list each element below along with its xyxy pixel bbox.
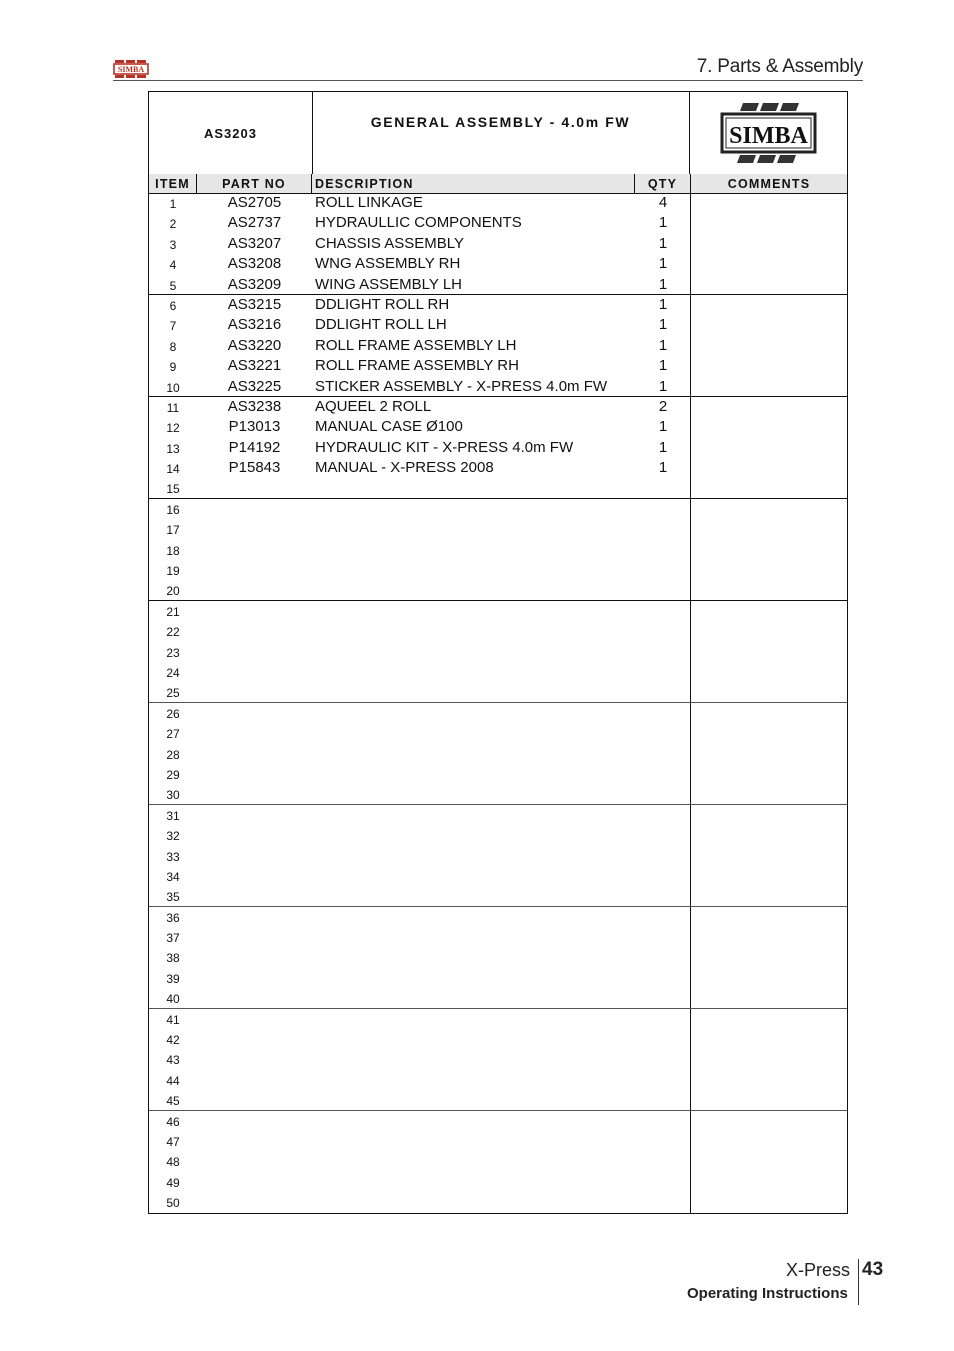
table-row [149, 601, 847, 621]
part-quantity [635, 1131, 691, 1151]
part-quantity [635, 1049, 691, 1069]
part-description [315, 988, 635, 1008]
table-row [149, 1029, 847, 1049]
part-quantity [635, 988, 691, 1008]
item-number: 18 [166, 543, 180, 558]
part-quantity: 1 [658, 418, 668, 436]
table-row [149, 336, 847, 356]
part-number [197, 1090, 312, 1110]
part-number: AS3238 [227, 397, 282, 415]
part-description [315, 886, 635, 906]
part-quantity: 2 [658, 397, 668, 415]
part-number [197, 580, 312, 600]
part-number: AS2737 [227, 214, 282, 232]
column-header-comments: COMMENTS [727, 177, 811, 191]
part-number [197, 1009, 312, 1029]
part-number [197, 540, 312, 560]
table-row [149, 907, 847, 927]
part-quantity [635, 723, 691, 743]
column-header-part-no: PART NO [197, 174, 312, 193]
table-row [149, 927, 847, 947]
item-number: 40 [166, 992, 180, 1007]
item-number: 32 [166, 829, 180, 844]
item-number: 34 [166, 869, 180, 884]
simba-logo-icon [113, 59, 149, 79]
part-quantity [635, 1029, 691, 1049]
part-quantity [635, 1172, 691, 1192]
part-description: DDLIGHT ROLL LH [315, 316, 447, 334]
parts-list-sheet [148, 91, 848, 1214]
table-row [149, 1049, 847, 1069]
part-quantity [635, 478, 691, 498]
part-quantity [635, 662, 691, 682]
table-row [149, 866, 847, 886]
part-number [197, 907, 312, 927]
table-row [149, 499, 847, 519]
part-quantity [635, 1151, 691, 1171]
part-description [315, 703, 635, 723]
part-quantity: 1 [658, 275, 668, 293]
part-quantity: 1 [658, 459, 668, 477]
part-number [197, 1151, 312, 1171]
item-number: 39 [166, 971, 180, 986]
part-description [315, 519, 635, 539]
table-row [149, 356, 847, 376]
footer-subtitle: Operating Instructions [687, 1285, 848, 1302]
part-description: ROLL FRAME ASSEMBLY LH [315, 336, 517, 354]
table-row [149, 703, 847, 723]
item-number: 11 [166, 400, 180, 415]
part-number [197, 947, 312, 967]
item-number: 33 [166, 849, 180, 864]
item-number: 41 [166, 1012, 180, 1027]
item-number: 36 [166, 910, 180, 925]
item-number: 30 [166, 788, 180, 803]
part-number [197, 1172, 312, 1192]
part-description: MANUAL CASE Ø100 [315, 418, 463, 436]
part-quantity [635, 846, 691, 866]
item-number: 24 [166, 665, 180, 680]
part-description [315, 1151, 635, 1171]
part-description: MANUAL - X-PRESS 2008 [315, 459, 494, 477]
part-number [197, 499, 312, 519]
table-row [149, 1111, 847, 1131]
item-number: 38 [166, 951, 180, 966]
part-description [315, 1029, 635, 1049]
part-description: CHASSIS ASSEMBLY [315, 234, 464, 252]
item-number: 16 [166, 502, 180, 517]
part-description [315, 927, 635, 947]
part-number [197, 886, 312, 906]
part-number [197, 519, 312, 539]
table-row [149, 295, 847, 315]
part-quantity [635, 703, 691, 723]
item-number: 15 [166, 482, 180, 497]
table-row [149, 1090, 847, 1110]
part-description [315, 866, 635, 886]
part-number: AS3216 [227, 316, 282, 334]
part-description [315, 1192, 635, 1212]
part-quantity [635, 682, 691, 702]
table-row [149, 886, 847, 906]
simba-header-logo [113, 59, 149, 79]
part-quantity [635, 1111, 691, 1131]
part-number [197, 744, 312, 764]
part-number [197, 1070, 312, 1090]
part-quantity [635, 764, 691, 784]
item-number: 44 [166, 1073, 180, 1088]
item-number: 1 [169, 197, 177, 211]
part-quantity [635, 621, 691, 641]
part-description [315, 478, 635, 498]
part-description [315, 1111, 635, 1131]
item-number: 48 [166, 1155, 180, 1170]
part-number: P13013 [228, 418, 281, 436]
part-quantity [635, 1070, 691, 1090]
part-description [315, 601, 635, 621]
item-number: 17 [166, 523, 180, 538]
part-description [315, 825, 635, 845]
part-quantity [635, 784, 691, 804]
part-description [315, 560, 635, 580]
item-number: 6 [169, 298, 177, 313]
part-number: AS3215 [227, 295, 282, 313]
table-row [149, 275, 847, 295]
part-description [315, 1049, 635, 1069]
item-number: 49 [166, 1175, 180, 1190]
item-number: 26 [166, 706, 180, 721]
part-number [197, 764, 312, 784]
part-description: HYDRAULLIC COMPONENTS [315, 214, 522, 232]
item-number: 22 [166, 625, 180, 640]
table-row [149, 458, 847, 478]
header-rule [113, 80, 863, 81]
table-row [149, 254, 847, 274]
table-row [149, 662, 847, 682]
part-number: AS3207 [227, 234, 282, 252]
table-row [149, 642, 847, 662]
part-number [197, 846, 312, 866]
part-description [315, 642, 635, 662]
table-row [149, 1192, 847, 1212]
item-number: 46 [166, 1114, 180, 1129]
part-description [315, 1131, 635, 1151]
part-description [315, 1009, 635, 1029]
part-description [315, 784, 635, 804]
table-row [149, 315, 847, 335]
part-description [315, 744, 635, 764]
table-row [149, 560, 847, 580]
part-description: ROLL FRAME ASSEMBLY RH [315, 357, 519, 375]
item-number: 31 [166, 808, 180, 823]
table-row [149, 968, 847, 988]
item-number: 9 [169, 360, 177, 375]
part-number: P14192 [228, 438, 281, 456]
item-number: 10 [166, 380, 180, 395]
item-number: 37 [166, 931, 180, 946]
item-number: 19 [166, 564, 180, 579]
part-number [197, 1049, 312, 1069]
part-number [197, 927, 312, 947]
footer-model: X-Press [786, 1260, 851, 1280]
column-header-item: ITEM [149, 174, 197, 193]
part-number [197, 1131, 312, 1151]
item-number: 42 [166, 1033, 180, 1048]
part-quantity [635, 642, 691, 662]
part-description: STICKER ASSEMBLY - X-PRESS 4.0m FW [315, 377, 608, 395]
column-header-description: DESCRIPTION [312, 174, 635, 193]
part-quantity [635, 968, 691, 988]
simba-logo-icon [719, 101, 819, 165]
assembly-title: GENERAL ASSEMBLY - 4.0m FW [312, 92, 690, 174]
part-quantity [635, 1192, 691, 1212]
part-description [315, 805, 635, 825]
part-description [315, 846, 635, 866]
item-number: 47 [166, 1134, 180, 1149]
part-description [315, 1172, 635, 1192]
part-number: AS3208 [227, 255, 282, 273]
table-row [149, 478, 847, 498]
part-quantity: 1 [658, 234, 668, 252]
part-description [315, 682, 635, 702]
item-number: 29 [166, 767, 180, 782]
table-row [149, 784, 847, 804]
part-number [197, 1029, 312, 1049]
part-number: AS3225 [227, 377, 282, 395]
table-row [149, 234, 847, 254]
part-number [197, 866, 312, 886]
table-row [149, 825, 847, 845]
item-number: 23 [166, 645, 180, 660]
part-description [315, 540, 635, 560]
table-row [149, 417, 847, 437]
part-description [315, 968, 635, 988]
part-description: DDLIGHT ROLL RH [315, 295, 450, 313]
part-description [315, 580, 635, 600]
item-number: 28 [166, 747, 180, 762]
part-number [197, 1192, 312, 1212]
part-quantity [635, 560, 691, 580]
part-quantity: 1 [658, 357, 668, 375]
part-quantity [635, 805, 691, 825]
page-number: 43 [862, 1259, 884, 1280]
part-number [197, 703, 312, 723]
part-quantity [635, 601, 691, 621]
part-quantity [635, 1090, 691, 1110]
assembly-code: AS3203 [149, 92, 313, 174]
parts-rows [149, 193, 847, 1213]
part-description: WING ASSEMBLY LH [315, 275, 462, 293]
part-quantity: 4 [658, 194, 668, 211]
table-row [149, 621, 847, 641]
part-quantity [635, 886, 691, 906]
part-number: AS3209 [227, 275, 282, 293]
part-description: HYDRAULIC KIT - X-PRESS 4.0m FW [315, 438, 574, 456]
part-quantity: 1 [658, 336, 668, 354]
part-description [315, 621, 635, 641]
part-number [197, 723, 312, 743]
item-number: 21 [166, 604, 180, 619]
table-row [149, 540, 847, 560]
part-quantity [635, 825, 691, 845]
part-description [315, 723, 635, 743]
table-row [149, 519, 847, 539]
part-quantity: 1 [658, 214, 668, 232]
table-row [149, 1009, 847, 1029]
item-number: 8 [169, 339, 177, 354]
part-description: ROLL LINKAGE [315, 194, 423, 211]
part-number [197, 621, 312, 641]
table-row [149, 744, 847, 764]
part-number [197, 662, 312, 682]
part-number: AS2705 [227, 194, 282, 211]
part-quantity [635, 744, 691, 764]
item-number: 20 [166, 584, 180, 599]
part-quantity: 1 [658, 295, 668, 313]
part-description [315, 1090, 635, 1110]
part-number [197, 825, 312, 845]
part-quantity: 1 [658, 438, 668, 456]
item-number: 13 [166, 441, 180, 456]
part-description [315, 907, 635, 927]
part-quantity [635, 866, 691, 886]
part-description: AQUEEL 2 ROLL [315, 397, 432, 415]
part-number [197, 478, 312, 498]
table-row [149, 1151, 847, 1171]
part-quantity [635, 1009, 691, 1029]
item-number: 4 [169, 258, 177, 273]
item-number: 43 [166, 1053, 180, 1068]
table-row [149, 805, 847, 825]
table-row [149, 1070, 847, 1090]
part-description [315, 1070, 635, 1090]
item-number: 50 [166, 1196, 180, 1211]
table-row [149, 438, 847, 458]
table-row [149, 397, 847, 417]
part-number: AS3221 [227, 357, 282, 375]
table-row [149, 947, 847, 967]
item-number: 27 [166, 727, 180, 742]
title-block [149, 92, 847, 175]
part-number [197, 601, 312, 621]
table-row [149, 846, 847, 866]
part-quantity [635, 499, 691, 519]
part-quantity [635, 947, 691, 967]
part-number [197, 968, 312, 988]
part-quantity: 1 [658, 377, 668, 395]
table-row [149, 213, 847, 233]
simba-title-logo [691, 92, 847, 174]
table-row [149, 988, 847, 1008]
part-number [197, 1111, 312, 1131]
part-description [315, 764, 635, 784]
part-quantity [635, 540, 691, 560]
part-number [197, 784, 312, 804]
column-header-row [149, 174, 847, 194]
table-row [149, 377, 847, 397]
part-number: P15843 [228, 459, 281, 477]
part-description [315, 947, 635, 967]
table-row [149, 1131, 847, 1151]
part-number: AS3220 [227, 336, 282, 354]
table-row [149, 580, 847, 600]
part-quantity [635, 580, 691, 600]
item-number: 5 [169, 278, 177, 293]
part-quantity [635, 907, 691, 927]
part-number [197, 560, 312, 580]
section-title: 7. Parts & Assembly [696, 56, 863, 77]
item-number: 25 [166, 686, 180, 701]
part-number [197, 642, 312, 662]
svg-text:SIMBA: SIMBA [117, 65, 145, 75]
part-number [197, 682, 312, 702]
part-quantity: 1 [658, 255, 668, 273]
item-number: 2 [169, 217, 177, 232]
column-header-qty: QTY [635, 174, 691, 193]
part-quantity [635, 519, 691, 539]
item-number: 45 [166, 1094, 180, 1109]
part-quantity: 1 [658, 316, 668, 334]
item-number: 12 [166, 421, 180, 436]
part-description [315, 499, 635, 519]
item-number: 35 [166, 890, 180, 905]
footer-divider [858, 1259, 859, 1305]
item-number: 7 [169, 319, 177, 334]
item-number: 3 [169, 237, 177, 252]
svg-text:SIMBA: SIMBA [729, 123, 808, 149]
table-row [149, 764, 847, 784]
table-row [149, 682, 847, 702]
part-quantity [635, 927, 691, 947]
part-description: WNG ASSEMBLY RH [315, 255, 461, 273]
part-number [197, 988, 312, 1008]
item-number: 14 [166, 462, 180, 477]
part-number [197, 805, 312, 825]
table-row [149, 193, 847, 213]
table-row [149, 1172, 847, 1192]
table-row [149, 723, 847, 743]
part-description [315, 662, 635, 682]
